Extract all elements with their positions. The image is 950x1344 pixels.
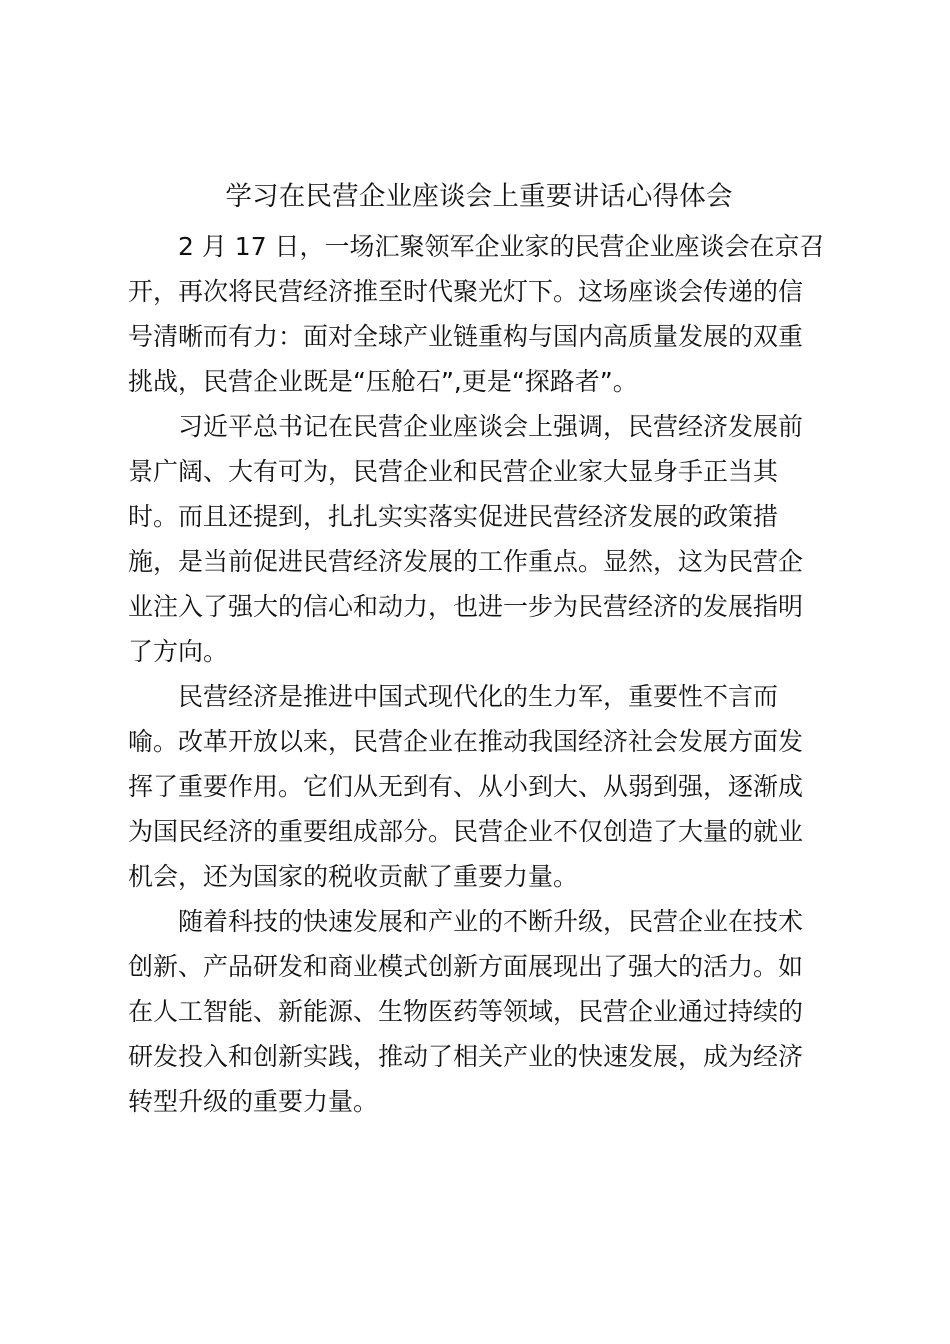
text-line: 转型升级的重要力量。 (128, 1087, 379, 1116)
text-line: 创新、产品研发和商业模式创新方面展现出了强大的活力。如 (128, 952, 804, 981)
text-line: 习近平总书记在民营企业座谈会上强调，民营经济发展前 (178, 412, 804, 441)
text-line: 开，再次将民营经济推至时代聚光灯下。这场座谈会传递的信 (128, 277, 804, 306)
text-line: 随着科技的快速发展和产业的不断升级，民营企业在技术 (178, 907, 804, 936)
text-line: 施，是当前促进民营经济发展的工作重点。显然，这为民营企 (128, 547, 804, 576)
paragraph-2 (128, 404, 830, 674)
text-line: 号清晰而有力：面对全球产业链重构与国内高质量发展的双重 (128, 322, 804, 351)
text-line: 挑战，民营企业既是“压舱石”,更是“探路者”。 (128, 367, 638, 396)
text-line: 在人工智能、新能源、生物医药等领域，民营企业通过持续的 (128, 997, 804, 1026)
text-line: 业注入了强大的信心和动力，也进一步为民营经济的发展指明 (128, 592, 804, 621)
text-line: 民营经济是推进中国式现代化的生力军，重要性不言而 (178, 682, 779, 711)
text-line: 研发投入和创新实践，推动了相关产业的快速发展，成为经济 (128, 1042, 804, 1071)
document-body (128, 224, 830, 1124)
text-line: 了方向。 (128, 637, 229, 666)
paragraph-4 (128, 899, 830, 1124)
text-line: 喻。改革开放以来，民营企业在推动我国经济社会发展方面发 (128, 727, 804, 756)
text-line: 时。而且还提到，扎扎实实落实促进民营经济发展的政策措 (128, 502, 779, 531)
text-line: 机会，还为国家的税收贡献了重要力量。 (128, 862, 579, 891)
document-title: 学习在民营企业座谈会上重要讲话心得体会 (225, 181, 733, 212)
paragraph-3 (128, 674, 830, 899)
text-line: 为国民经济的重要组成部分。民营企业不仅创造了大量的就业 (128, 817, 804, 846)
text-line: 挥了重要作用。它们从无到有、从小到大、从弱到强，逐渐成 (128, 772, 804, 801)
paragraph-1 (128, 224, 830, 404)
text-line: 景广阔、大有可为，民营企业和民营企业家大显身手正当其 (128, 457, 779, 486)
text-line: 2 月 17 日，一场汇聚领军企业家的民营企业座谈会在京召 (178, 232, 825, 261)
